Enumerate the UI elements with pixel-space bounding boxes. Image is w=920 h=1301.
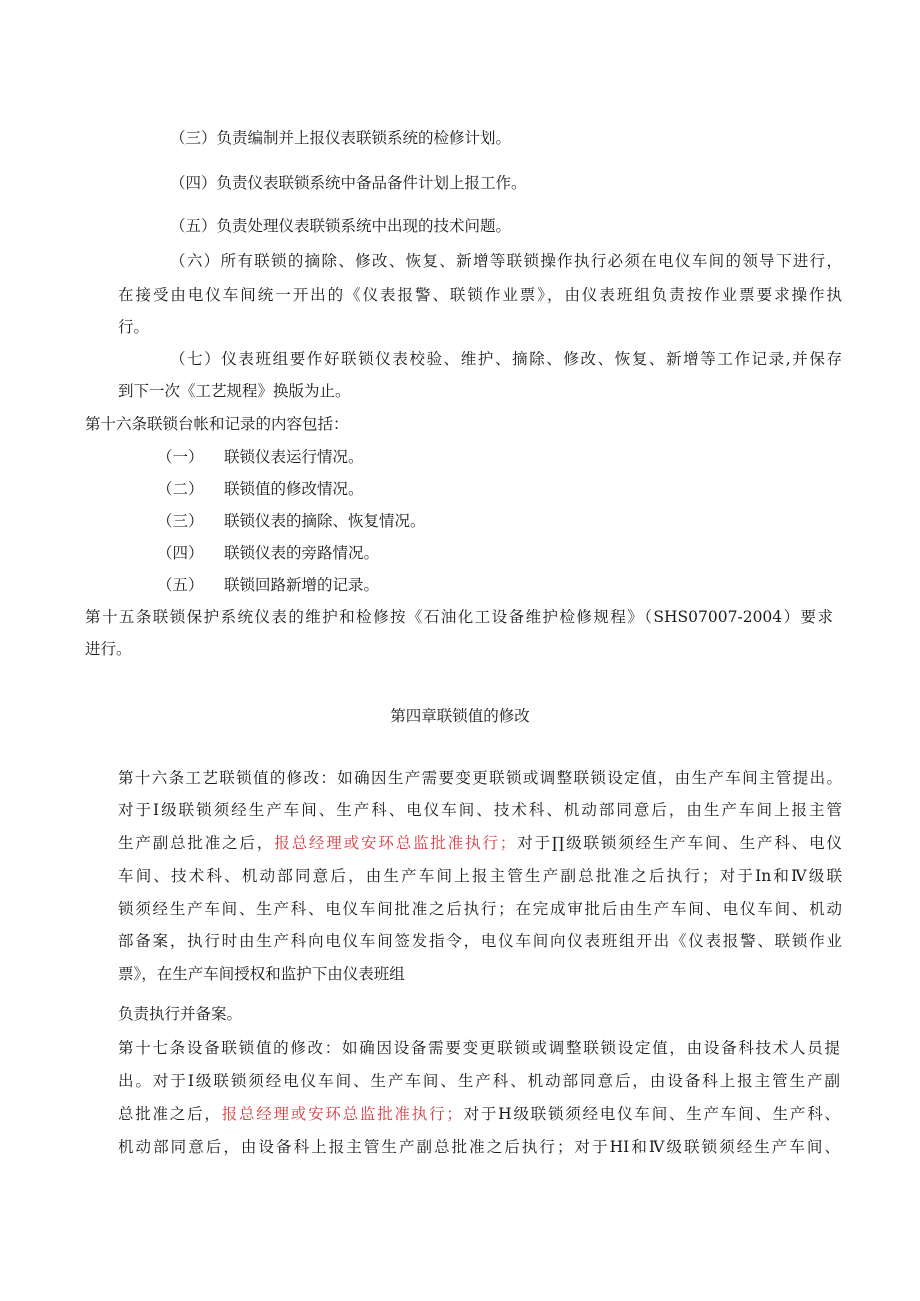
ledger-item-3-num: （三） xyxy=(157,512,204,530)
ledger-item-2-text: 联锁值的修改情况。 xyxy=(224,480,364,498)
article-16b-line6: 部备案，执行时由生产科向电仪车间签发指令，电仪车间向仪表班组开出《仪表报警、联锁作业 xyxy=(118,932,842,950)
article-16b-line3 xyxy=(118,833,842,853)
article-16a-title: 第十六条联锁台帐和记录的内容包括： xyxy=(85,415,349,433)
article-17-line3-b: 对于H级联锁须经电仪车间、生产车间、生产科、 xyxy=(461,1105,840,1123)
article-15-line2: 进行。 xyxy=(85,640,132,658)
duty-item-6-line1: （六）所有联锁的摘除、修改、恢复、新增等联锁操作执行必须在电仪车间的领导下进行， xyxy=(170,252,842,270)
duty-item-7-line2: 到下一次《工艺规程》换版为止。 xyxy=(118,382,351,400)
article-15-line1: 第十五条联锁保护系统仪表的维护和检修按《石油化工设备维护检修规程》（SHS07007-2004）要求 xyxy=(85,608,833,626)
article-16b-line8: 负责执行并备案。 xyxy=(118,1005,243,1023)
ledger-item-5-text: 联锁回路新增的记录。 xyxy=(224,576,380,594)
duty-item-6-line2: 在接受由电仪车间统一开出的《仪表报警、联锁作业票》，由仪表班组负责按作业票要求操作执 xyxy=(118,286,842,304)
ledger-item-3-text: 联锁仪表的摘除、恢复情况。 xyxy=(224,512,426,530)
ledger-item-4-num: （四） xyxy=(157,544,204,562)
article-16b-highlight: 报总经理或安环总监批准执行； xyxy=(274,834,516,852)
article-17-line1: 第十七条设备联锁值的修改：如确因设备需要变更联锁或调整联锁设定值，由设备科技术人员提 xyxy=(118,1039,840,1057)
article-16b-line3-b: 对于∏级联锁须经生产车间、生产科、电仪 xyxy=(515,834,842,852)
article-16b-line7: 票》，在生产车间授权和监护下由仪表班组 xyxy=(118,965,405,983)
ledger-item-2-num: （二） xyxy=(157,480,204,498)
duty-item-7-line1: （七）仪表班组要作好联锁仪表校验、维护、摘除、修改、恢复、新增等工作记录,并保存 xyxy=(170,350,842,368)
article-17-highlight: 报总经理或安环总监批准执行； xyxy=(221,1105,462,1123)
duty-item-5: （五）负责处理仪表联锁系统中出现的技术问题。 xyxy=(170,217,512,235)
duty-item-4: （四）负责仪表联锁系统中备品备件计划上报工作。 xyxy=(170,174,527,192)
duty-item-3: （三）负责编制并上报仪表联锁系统的检修计划。 xyxy=(170,129,512,147)
chapter-title: 第四章联锁值的修改 xyxy=(390,707,530,725)
article-16b-line1: 第十六条工艺联锁值的修改：如确因生产需要变更联锁或调整联锁设定值，由生产车间主管提出。 xyxy=(118,769,842,787)
article-16b-line5: 锁须经生产车间、生产科、电仪车间批准之后执行；在完成审批后由生产车间、电仪车间、机动 xyxy=(118,900,842,918)
article-16b-line3-a: 生产副总批准之后， xyxy=(118,834,275,852)
article-17-line3-a: 总批准之后， xyxy=(118,1105,222,1123)
article-16b-line2: 对于Ⅰ级联锁须经生产车间、生产科、电仪车间、技术科、机动部同意后，由生产车间上报主管 xyxy=(118,801,842,819)
article-16b-line4: 车间、技术科、机动部同意后，由生产车间上报主管生产副总批准之后执行；对于In和Ⅳ级联 xyxy=(118,867,842,885)
article-17-line4: 机动部同意后，由设备科上报主管生产副总批准之后执行；对于HI和Ⅳ级联锁须经生产车间、 xyxy=(118,1138,840,1156)
ledger-item-1-num: （一） xyxy=(157,448,204,466)
article-17-line3 xyxy=(118,1104,840,1124)
ledger-item-1-text: 联锁仪表运行情况。 xyxy=(224,448,364,466)
article-17-line2: 出。对于Ⅰ级联锁须经电仪车间、生产车间、生产科、机动部同意后，由设备科上报主管生产副 xyxy=(118,1072,840,1090)
duty-item-6-line3: 行。 xyxy=(118,318,150,336)
ledger-item-5-num: （五） xyxy=(157,576,204,594)
ledger-item-4-text: 联锁仪表的旁路情况。 xyxy=(224,544,380,562)
